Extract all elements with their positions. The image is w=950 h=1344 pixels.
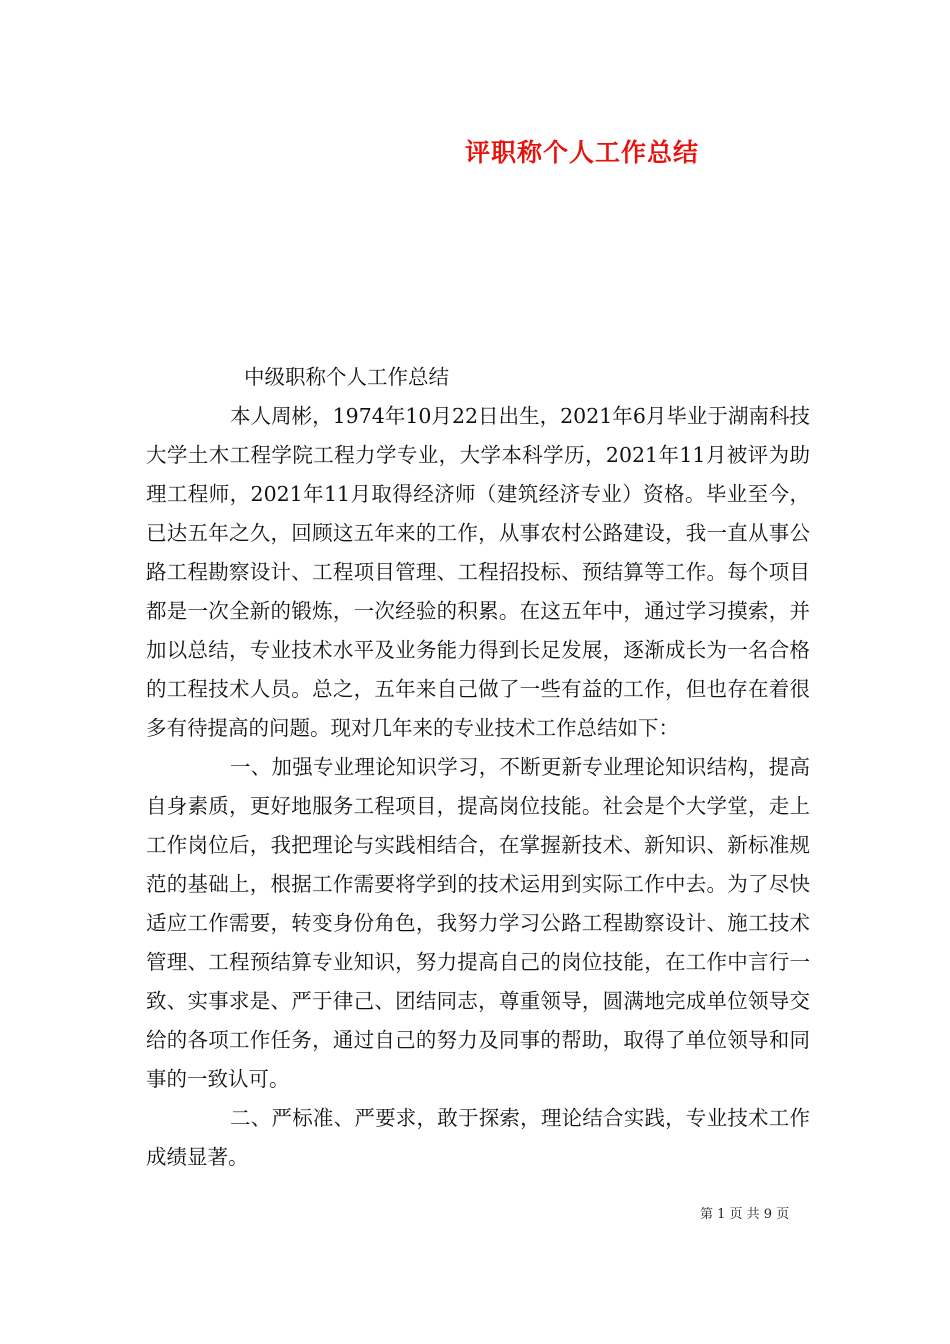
document-body [146,358,810,1177]
paragraph-section-1: 一、加强专业理论知识学习，不断更新专业理论知识结构，提高自身素质，更好地服务工程项目，提高岗位技能。社会是个大学堂，走上工作岗位后，我把理论与实践相结合，在掌握新技术、新知识、新标准规范的基础上，根据工作需要将学到的技术运用到实际工作中去。为了尽快适应工作需要，转变身份角色，我努力学习公路工程勘察设计、施工技术管理、工程预结算专业知识，努力提高自己的岗位技能，在工作中言行一致、实事求是、严于律己、团结同志，尊重领导，圆满地完成单位领导交给的各项工作任务，通过自己的努力及同事的帮助，取得了单位领导和同事的一致认可。 [146,755,810,1091]
paragraph-section-2: 二、严标准、严要求，敢于探索，理论结合实践，专业技术工作成绩显著。 [146,1106,810,1169]
paragraph-intro: 本人周彬，1974年10月22日出生，2021年6月毕业于湖南科技大学土木工程学院工程力学专业，大学本科学历，2021年11月被评为助理工程师，2021年11月取得经济师（建筑经济专业）资格。毕业至今，已达五年之久，回顾这五年来的工作，从事农村公路建设，我一直从事公路工程勘察设计、工程项目管理、工程招投标、预结算等工作。每个项目都是一次全新的锻炼，一次经验的积累。在这五年中，通过学习摸索，并加以总结，专业技术水平及业务能力得到长足发展，逐渐成长为一名合格的工程技术人员。总之，五年来自己做了一些有益的工作，但也存在着很多有待提高的问题。现对几年来的专业技术工作总结如下： [146,404,810,740]
document-title: 评职称个人工作总结 [464,138,699,167]
page-number-footer: 第 1 页 共 9 页 [700,1207,790,1222]
document-subtitle: 中级职称个人工作总结 [244,365,449,389]
